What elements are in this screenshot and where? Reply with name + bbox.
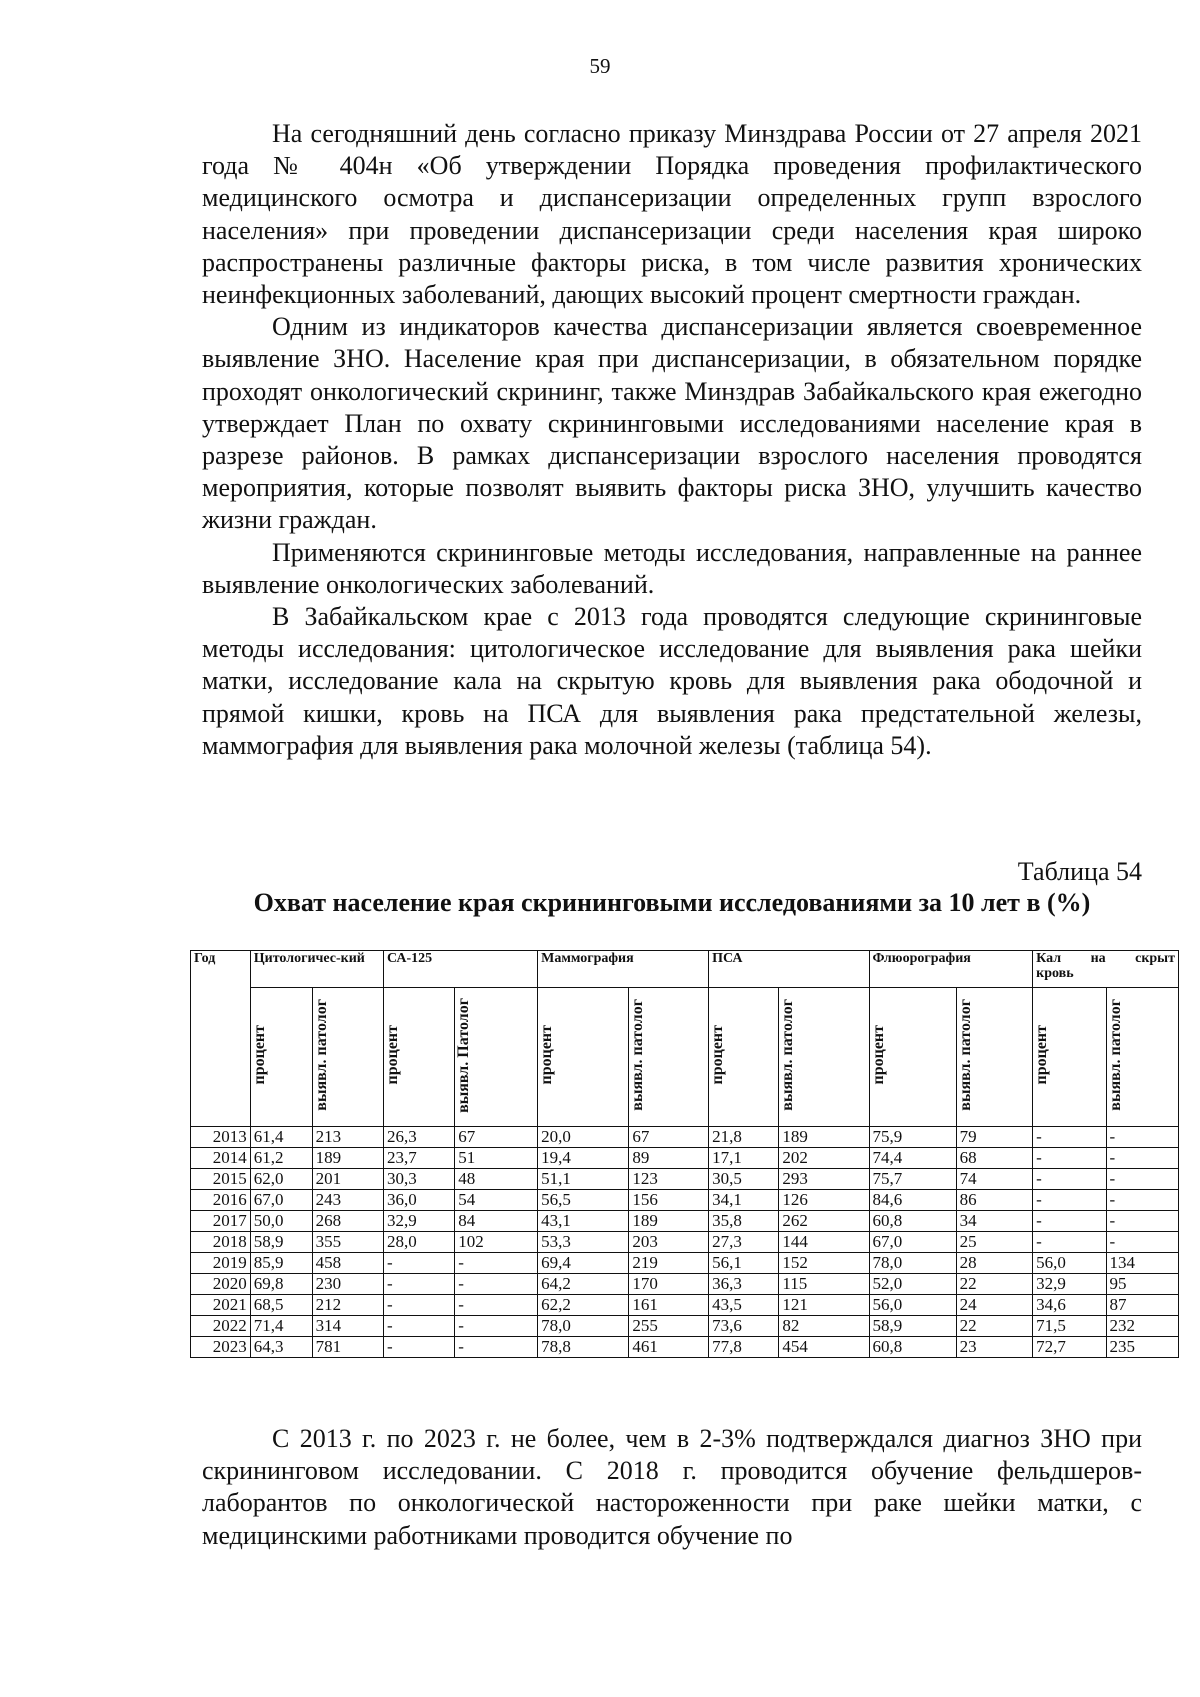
table-cell: 61,2 xyxy=(250,1148,312,1169)
table-cell: - xyxy=(455,1253,538,1274)
body-text-bottom xyxy=(202,1423,1142,1552)
table-cell: 71,4 xyxy=(250,1316,312,1337)
table-cell: - xyxy=(455,1337,538,1358)
table-cell: 69,4 xyxy=(538,1253,629,1274)
table-cell: - xyxy=(1106,1148,1178,1169)
table-cell: 152 xyxy=(779,1253,869,1274)
table-cell: 52,0 xyxy=(869,1274,956,1295)
table-cell: 56,0 xyxy=(869,1295,956,1316)
table-cell: 22 xyxy=(956,1316,1033,1337)
table-cell: 58,9 xyxy=(250,1232,312,1253)
table-cell: - xyxy=(1033,1232,1106,1253)
table-cell: 27,3 xyxy=(709,1232,779,1253)
year-cell: 2017 xyxy=(191,1211,251,1232)
table-cell: 74 xyxy=(956,1169,1033,1190)
group-header-cytology: Цитологичес-кий xyxy=(250,951,383,988)
paragraph: Одним из индикаторов качества диспансеризации является своевременное выявление ЗНО. Население края при диспансеризации, в обязательном порядке проходят онкологический скрининг, также Минздрав Забайкальского края ежегодно утверждает План по охвату скрининговыми исследованиями население края в разрезе районов. В рамках диспансеризации взрослого населения проводятся мероприятия, которые позволят выявить факторы риска ЗНО, улучшить качество жизни граждан. xyxy=(202,312,1142,535)
table-cell: - xyxy=(383,1316,454,1337)
table-cell: 23 xyxy=(956,1337,1033,1358)
sub-header: процент xyxy=(709,988,779,1127)
table-cell: 34,1 xyxy=(709,1190,779,1211)
table-row xyxy=(191,1274,1179,1295)
table-cell: 48 xyxy=(455,1169,538,1190)
table-cell: 355 xyxy=(312,1232,383,1253)
table-cell: 68,5 xyxy=(250,1295,312,1316)
table-cell: - xyxy=(1106,1127,1178,1148)
table-cell: - xyxy=(455,1295,538,1316)
table-row xyxy=(191,1211,1179,1232)
table-cell: 212 xyxy=(312,1295,383,1316)
group-header-psa: ПСА xyxy=(709,951,869,988)
table-cell: 86 xyxy=(956,1190,1033,1211)
table-cell: - xyxy=(455,1316,538,1337)
table-cell: 134 xyxy=(1106,1253,1178,1274)
table-cell: - xyxy=(1033,1169,1106,1190)
table-cell: - xyxy=(1033,1127,1106,1148)
sub-header: процент xyxy=(869,988,956,1127)
year-cell: 2018 xyxy=(191,1232,251,1253)
sub-header: процент xyxy=(1033,988,1106,1127)
table-cell: 28 xyxy=(956,1253,1033,1274)
table-cell: 454 xyxy=(779,1337,869,1358)
table-cell: 78,0 xyxy=(538,1316,629,1337)
sub-header: процент xyxy=(250,988,312,1127)
table-cell: 34,6 xyxy=(1033,1295,1106,1316)
table-cell: 67,0 xyxy=(250,1190,312,1211)
table-cell: - xyxy=(1106,1211,1178,1232)
table-cell: 64,3 xyxy=(250,1337,312,1358)
table-cell: 73,6 xyxy=(709,1316,779,1337)
table-row xyxy=(191,1253,1179,1274)
table-cell: 60,8 xyxy=(869,1211,956,1232)
table-cell: 56,0 xyxy=(1033,1253,1106,1274)
sub-header: выявл. патолог xyxy=(312,988,383,1127)
table-cell: 25 xyxy=(956,1232,1033,1253)
table-cell: 19,4 xyxy=(538,1148,629,1169)
table-cell: 84 xyxy=(455,1211,538,1232)
kal-word: скрыт xyxy=(1135,951,1175,966)
table-cell: 79 xyxy=(956,1127,1033,1148)
table-cell: 58,9 xyxy=(869,1316,956,1337)
table-cell: 268 xyxy=(312,1211,383,1232)
table-cell: 61,4 xyxy=(250,1127,312,1148)
sub-header: выявл. патолог xyxy=(779,988,869,1127)
table-cell: - xyxy=(1106,1232,1178,1253)
year-cell: 2013 xyxy=(191,1127,251,1148)
year-header: Год xyxy=(191,951,251,1127)
table-row xyxy=(191,1232,1179,1253)
body-text-top xyxy=(202,118,1142,762)
table-cell: - xyxy=(1033,1190,1106,1211)
paragraph: С 2013 г. по 2023 г. не более, чем в 2-3% подтверждался диагноз ЗНО при скрининговом исследовании. С 2018 г. проводится обучение фельдшеров-лаборантов по онкологической настороженности при раке шейки матки, с медицинскими работниками проводится обучение по xyxy=(202,1424,1142,1550)
table-cell: 56,5 xyxy=(538,1190,629,1211)
page-number: 59 xyxy=(589,54,611,78)
table-row xyxy=(191,1337,1179,1358)
table-cell: 51,1 xyxy=(538,1169,629,1190)
table-cell: 50,0 xyxy=(250,1211,312,1232)
table-cell: 75,7 xyxy=(869,1169,956,1190)
table-cell: 24 xyxy=(956,1295,1033,1316)
table-title: Охват население края скрининговыми исследованиями за 10 лет в (%) xyxy=(253,888,1091,917)
table-cell: 115 xyxy=(779,1274,869,1295)
table-row xyxy=(191,1190,1179,1211)
group-header-fluorography: Флюорография xyxy=(869,951,1033,988)
table-cell: 67,0 xyxy=(869,1232,956,1253)
table-cell: 43,5 xyxy=(709,1295,779,1316)
table-cell: - xyxy=(1033,1148,1106,1169)
table-cell: 102 xyxy=(455,1232,538,1253)
sub-header: процент xyxy=(383,988,454,1127)
table-cell: 60,8 xyxy=(869,1337,956,1358)
group-header-occult-blood xyxy=(1033,951,1179,988)
sub-header: выявл. патолог xyxy=(956,988,1033,1127)
table-cell: 82 xyxy=(779,1316,869,1337)
table-cell: 144 xyxy=(779,1232,869,1253)
table-cell: 22 xyxy=(956,1274,1033,1295)
table-cell: 67 xyxy=(629,1127,709,1148)
table-cell: 123 xyxy=(629,1169,709,1190)
table-cell: 189 xyxy=(629,1211,709,1232)
table-cell: 121 xyxy=(779,1295,869,1316)
table-cell: 36,0 xyxy=(383,1190,454,1211)
table-cell: 78,0 xyxy=(869,1253,956,1274)
year-cell: 2016 xyxy=(191,1190,251,1211)
table-cell: - xyxy=(383,1253,454,1274)
table-cell: - xyxy=(383,1295,454,1316)
table-cell: 232 xyxy=(1106,1316,1178,1337)
kal-word: Кал xyxy=(1036,951,1062,966)
table-cell: 35,8 xyxy=(709,1211,779,1232)
kal-word: на xyxy=(1090,951,1106,966)
table-cell: 213 xyxy=(312,1127,383,1148)
table-body xyxy=(191,1127,1179,1358)
table-cell: 32,9 xyxy=(1033,1274,1106,1295)
table-cell: 30,5 xyxy=(709,1169,779,1190)
table-cell: 170 xyxy=(629,1274,709,1295)
table-cell: 156 xyxy=(629,1190,709,1211)
table-cell: 75,9 xyxy=(869,1127,956,1148)
table-cell: 26,3 xyxy=(383,1127,454,1148)
year-cell: 2023 xyxy=(191,1337,251,1358)
table-cell: 20,0 xyxy=(538,1127,629,1148)
year-cell: 2022 xyxy=(191,1316,251,1337)
table-cell: 68 xyxy=(956,1148,1033,1169)
table-cell: 201 xyxy=(312,1169,383,1190)
table-cell: 43,1 xyxy=(538,1211,629,1232)
table-cell: 235 xyxy=(1106,1337,1178,1358)
table-cell: - xyxy=(1033,1211,1106,1232)
table-row xyxy=(191,1295,1179,1316)
sub-header: выявл. патолог xyxy=(1106,988,1178,1127)
paragraph: На сегодняшний день согласно приказу Минздрава России от 27 апреля 2021 года № 404н «Об утверждении Порядка проведения профилактического медицинского осмотра и диспансеризации определенных групп взрослого населения» при проведении диспансеризации среди населения края широко распространены различные факторы риска, в том числе развития хронических неинфекционных заболеваний, дающих высокий процент смертности граждан. xyxy=(202,119,1142,310)
table-cell: 85,9 xyxy=(250,1253,312,1274)
table-cell: 84,6 xyxy=(869,1190,956,1211)
table-cell: 64,2 xyxy=(538,1274,629,1295)
table-cell: 74,4 xyxy=(869,1148,956,1169)
table-cell: 203 xyxy=(629,1232,709,1253)
table-cell: 32,9 xyxy=(383,1211,454,1232)
table-cell: - xyxy=(455,1274,538,1295)
table-cell: 72,7 xyxy=(1033,1337,1106,1358)
table-cell: 262 xyxy=(779,1211,869,1232)
group-header-ca125: СА-125 xyxy=(383,951,537,988)
table-cell: 202 xyxy=(779,1148,869,1169)
table-cell: 69,8 xyxy=(250,1274,312,1295)
table-cell: 219 xyxy=(629,1253,709,1274)
table-cell: 62,2 xyxy=(538,1295,629,1316)
table-row xyxy=(191,1316,1179,1337)
table-cell: 461 xyxy=(629,1337,709,1358)
table-row xyxy=(191,1169,1179,1190)
table-cell: 62,0 xyxy=(250,1169,312,1190)
table-cell: 28,0 xyxy=(383,1232,454,1253)
sub-header: выявл. патолог xyxy=(629,988,709,1127)
table-caption: Таблица 54 xyxy=(1017,857,1142,886)
table-cell: 30,3 xyxy=(383,1169,454,1190)
sub-header: выявл. Патолог xyxy=(455,988,538,1127)
table-cell: 78,8 xyxy=(538,1337,629,1358)
table-cell: 67 xyxy=(455,1127,538,1148)
paragraph: В Забайкальском крае с 2013 года проводятся следующие скрининговые методы исследования: цитологическое исследование для выявления рака шейки матки, исследование кала на скрытую кровь для выявления рака ободочной и прямой кишки, кровь на ПСА для выявления рака предстательной железы, маммография для выявления рака молочной железы (таблица 54). xyxy=(202,602,1142,760)
table-cell: 189 xyxy=(312,1148,383,1169)
table-cell: 23,7 xyxy=(383,1148,454,1169)
year-cell: 2014 xyxy=(191,1148,251,1169)
table-cell: 21,8 xyxy=(709,1127,779,1148)
table-cell: 56,1 xyxy=(709,1253,779,1274)
year-cell: 2015 xyxy=(191,1169,251,1190)
table-cell: 126 xyxy=(779,1190,869,1211)
screening-table xyxy=(190,950,1179,1358)
table-cell: 87 xyxy=(1106,1295,1178,1316)
year-cell: 2020 xyxy=(191,1274,251,1295)
table-cell: 54 xyxy=(455,1190,538,1211)
table-cell: 293 xyxy=(779,1169,869,1190)
table-cell: 781 xyxy=(312,1337,383,1358)
kal-word: кровь xyxy=(1036,966,1074,981)
table-cell: 36,3 xyxy=(709,1274,779,1295)
table-cell: 53,3 xyxy=(538,1232,629,1253)
table-cell: 51 xyxy=(455,1148,538,1169)
table-row xyxy=(191,1148,1179,1169)
table-cell: 71,5 xyxy=(1033,1316,1106,1337)
table-cell: 255 xyxy=(629,1316,709,1337)
table-cell: 230 xyxy=(312,1274,383,1295)
table-cell: 161 xyxy=(629,1295,709,1316)
table-cell: 95 xyxy=(1106,1274,1178,1295)
group-header-mammography: Маммография xyxy=(538,951,709,988)
table-cell: 77,8 xyxy=(709,1337,779,1358)
table-cell: 314 xyxy=(312,1316,383,1337)
table-cell: 34 xyxy=(956,1211,1033,1232)
table-cell: 89 xyxy=(629,1148,709,1169)
year-cell: 2019 xyxy=(191,1253,251,1274)
table-cell: 17,1 xyxy=(709,1148,779,1169)
table-cell: - xyxy=(383,1274,454,1295)
table-cell: - xyxy=(383,1337,454,1358)
table-cell: - xyxy=(1106,1190,1178,1211)
year-cell: 2021 xyxy=(191,1295,251,1316)
table-cell: 189 xyxy=(779,1127,869,1148)
paragraph: Применяются скрининговые методы исследования, направленные на раннее выявление онкологических заболеваний. xyxy=(202,537,1142,599)
table-row xyxy=(191,1127,1179,1148)
sub-header: процент xyxy=(538,988,629,1127)
table-cell: 458 xyxy=(312,1253,383,1274)
table-cell: - xyxy=(1106,1169,1178,1190)
table-cell: 243 xyxy=(312,1190,383,1211)
